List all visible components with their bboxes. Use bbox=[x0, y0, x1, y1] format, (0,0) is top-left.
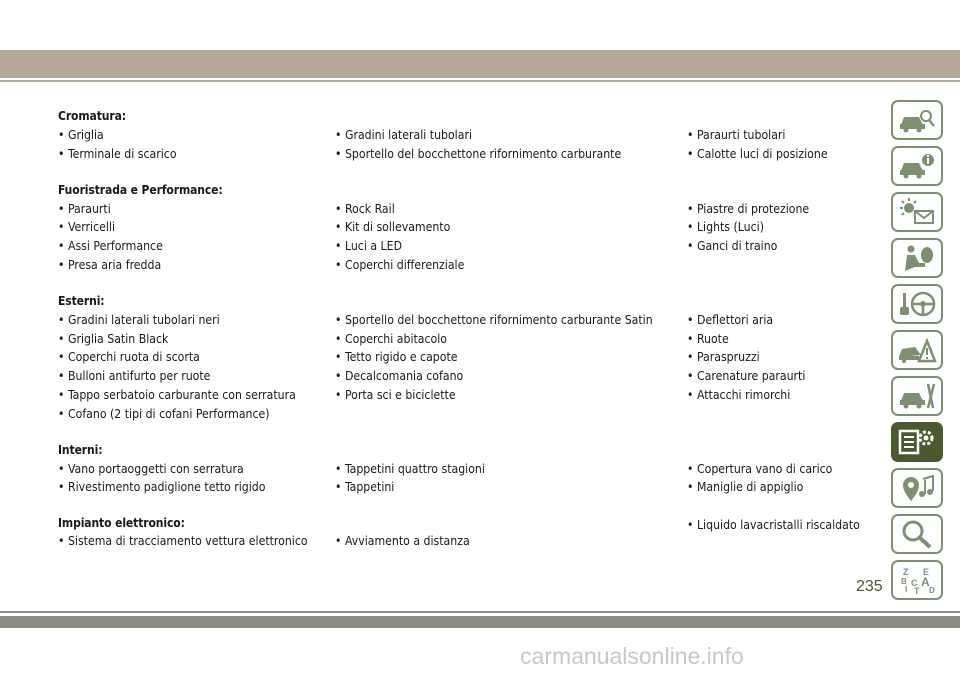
list-row bbox=[58, 330, 868, 349]
list-item: • Ganci di traino bbox=[687, 239, 778, 254]
airbag-seat-icon bbox=[897, 243, 937, 273]
list-item: • Tappetini bbox=[335, 480, 395, 495]
list-item: • Bulloni antifurto per ruote bbox=[58, 369, 211, 384]
list-row bbox=[58, 126, 868, 145]
list-item: • Sportello del bocchettone rifornimento carburante bbox=[335, 146, 622, 161]
index-letter: Z bbox=[903, 567, 909, 577]
tab-multimedia[interactable] bbox=[891, 468, 943, 508]
list-item: • Sistema di tracciamento vettura elettronico bbox=[58, 534, 308, 549]
tab-maintenance[interactable] bbox=[891, 376, 943, 416]
list-item: • Tetto rigido e capote bbox=[335, 350, 458, 365]
list-item: • Luci a LED bbox=[335, 239, 403, 254]
warning-light-icon bbox=[897, 197, 937, 227]
index-letter: E bbox=[923, 567, 930, 577]
index-letters-icon bbox=[897, 565, 937, 595]
car-info-icon bbox=[897, 151, 937, 181]
header-band bbox=[0, 50, 960, 78]
list-item: • Porta sci e biciclette bbox=[335, 387, 456, 402]
index-letter: D bbox=[929, 586, 935, 595]
section-heading-esterni: Esterni: bbox=[58, 293, 105, 308]
list-item: • Gradini laterali tubolari bbox=[335, 128, 473, 142]
page-number: 235 bbox=[856, 578, 883, 595]
list-row bbox=[58, 311, 868, 330]
tab-car-search[interactable] bbox=[891, 100, 943, 140]
list-row bbox=[58, 367, 868, 386]
list-item: • Assi Performance bbox=[58, 239, 163, 254]
list-row bbox=[58, 405, 868, 424]
list-item: • Paraurti bbox=[58, 201, 111, 216]
list-item: • Sportello del bocchettone rifornimento carburante Satin bbox=[335, 312, 653, 327]
list-item: • Avviamento a distanza bbox=[335, 534, 470, 549]
list-item: • Vano portaoggetti con serratura bbox=[58, 461, 244, 476]
list-item: • Paraspruzzi bbox=[687, 350, 760, 365]
tab-emergency[interactable] bbox=[891, 330, 943, 370]
list-row bbox=[58, 200, 868, 219]
list-item: • Lights (Luci) bbox=[687, 220, 764, 235]
tab-specifications[interactable] bbox=[891, 422, 943, 462]
index-letter: C bbox=[911, 578, 918, 588]
list-item: • Rivestimento padiglione tetto rigido bbox=[58, 480, 266, 495]
list-item: • Cofano (2 tipi di cofani Performance) bbox=[58, 406, 270, 421]
list-row bbox=[58, 256, 868, 275]
list-item: • Verricelli bbox=[58, 220, 116, 235]
list-item: • Decalcomania cofano bbox=[335, 369, 464, 384]
tab-search[interactable] bbox=[891, 514, 943, 554]
search-icon bbox=[897, 519, 937, 549]
index-letter: B bbox=[901, 577, 907, 586]
list-row bbox=[58, 386, 868, 405]
list-item: • Gradini laterali tubolari neri bbox=[58, 312, 220, 327]
list-item: • Deflettori aria bbox=[687, 312, 774, 327]
list-item: • Paraurti tubolari bbox=[687, 128, 786, 142]
list-item: • Copertura vano di carico bbox=[687, 461, 833, 476]
electronic-section bbox=[58, 513, 868, 553]
list-item: • Piastre di protezione bbox=[687, 201, 810, 216]
specifications-gear-icon bbox=[897, 427, 937, 457]
list-item: • Tappo serbatoio carburante con serratura bbox=[58, 387, 296, 402]
accessories-list bbox=[58, 106, 868, 553]
index-letter: T bbox=[914, 586, 920, 595]
list-item: • Maniglie di appiglio bbox=[687, 480, 804, 495]
car-service-icon bbox=[897, 381, 937, 411]
tab-car-info[interactable] bbox=[891, 146, 943, 186]
list-row bbox=[58, 145, 868, 164]
list-item: • Attacchi rimorchi bbox=[687, 387, 791, 402]
list-row bbox=[58, 478, 868, 497]
list-item: • Coperchi ruota di scorta bbox=[58, 350, 200, 365]
breakdown-warning-icon bbox=[897, 335, 937, 365]
list-item: • Coperchi differenziale bbox=[335, 257, 465, 272]
section-heading-cromatura: Cromatura: bbox=[58, 109, 126, 123]
header-rule bbox=[0, 80, 960, 82]
list-item: • Tappetini quattro stagioni bbox=[335, 461, 485, 476]
list-item: • Carenature paraurti bbox=[687, 369, 806, 384]
list-item: • Ruote bbox=[687, 331, 729, 346]
footer-band bbox=[0, 616, 960, 628]
list-row bbox=[58, 460, 868, 479]
list-item: • Kit di sollevamento bbox=[335, 220, 451, 235]
tab-safety[interactable] bbox=[891, 238, 943, 278]
list-item: • Griglia bbox=[58, 128, 104, 142]
tab-index[interactable] bbox=[891, 560, 943, 600]
index-letter: I bbox=[905, 585, 908, 594]
list-row bbox=[58, 218, 868, 237]
list-item: • Rock Rail bbox=[335, 201, 395, 216]
steering-wheel-icon bbox=[897, 289, 937, 319]
car-search-icon bbox=[897, 105, 937, 135]
list-row bbox=[58, 237, 868, 256]
section-heading-interni: Interni: bbox=[58, 442, 103, 457]
list-item: • Coperchi abitacolo bbox=[335, 331, 448, 346]
section-heading-fuoristrada: Fuoristrada e Performance: bbox=[58, 182, 223, 197]
list-item: • Griglia Satin Black bbox=[58, 331, 169, 346]
index-letter: A bbox=[921, 575, 930, 589]
footer-rule bbox=[0, 611, 960, 613]
list-item: • Terminale di scarico bbox=[58, 146, 177, 161]
list-item: • Calotte luci di posizione bbox=[687, 146, 828, 161]
section-heading-elettronico: Impianto elettronico: bbox=[58, 516, 185, 531]
tab-starting[interactable] bbox=[891, 284, 943, 324]
list-item: • Presa aria fredda bbox=[58, 257, 162, 272]
watermark: carmanualsonline.info bbox=[520, 643, 744, 669]
tab-warning-lights[interactable] bbox=[891, 192, 943, 232]
list-item: • Liquido lavacristalli riscaldato bbox=[687, 518, 860, 533]
multimedia-icon bbox=[897, 473, 937, 503]
list-row bbox=[58, 348, 868, 367]
